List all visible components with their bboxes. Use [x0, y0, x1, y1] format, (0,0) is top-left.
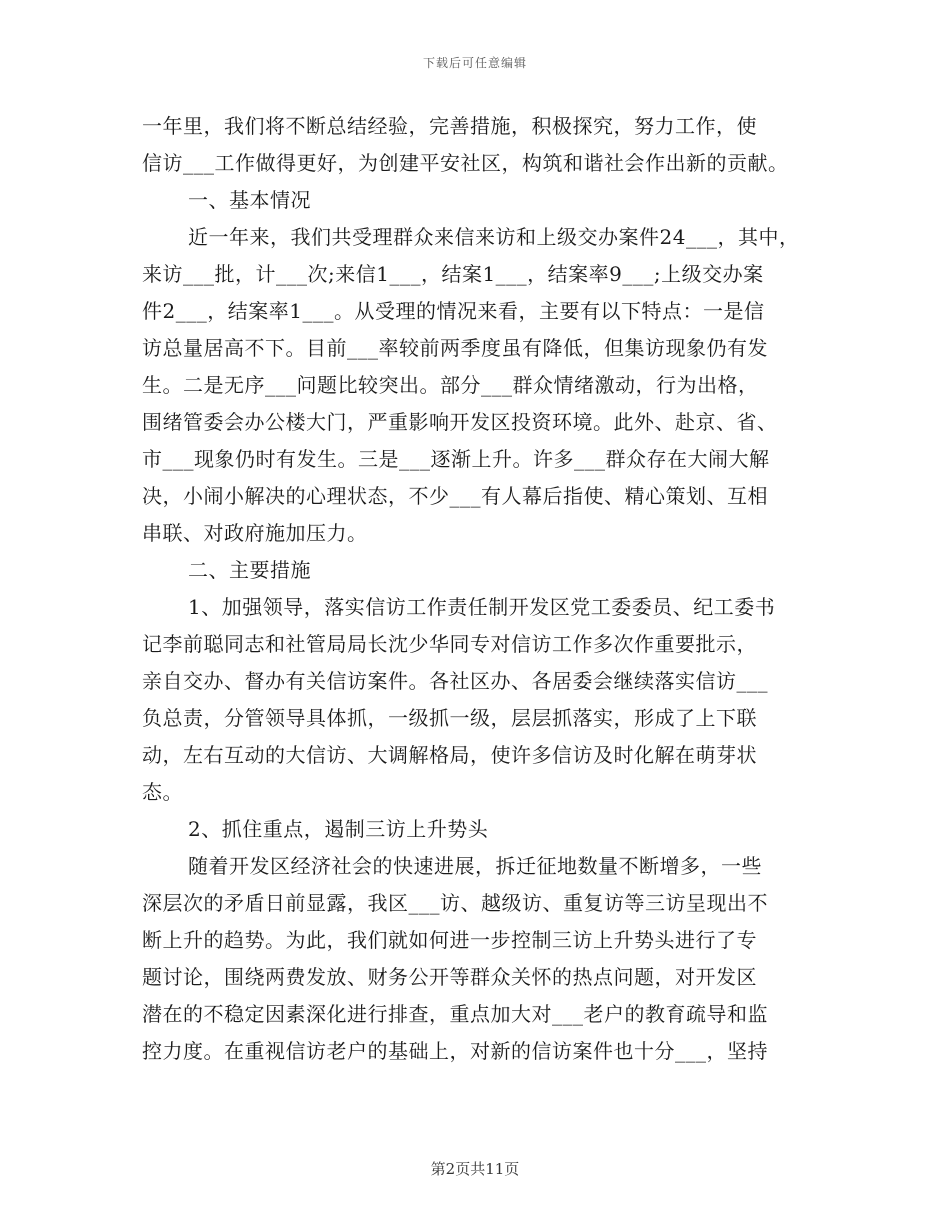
text-line: 题讨论，围绕两费发放、财务公开等群众关怀的热点问题，对开发区	[142, 965, 757, 989]
document-body	[142, 108, 822, 1070]
text-line: 一、基本情况	[188, 188, 311, 212]
text-line: 串联、对政府施加压力。	[142, 521, 368, 545]
text-line: 市___现象仍时有发生。三是___逐渐上升。许多___群众存在大闹大解	[142, 447, 770, 471]
text-line: 近一年来，我们共受理群众来信来访和上级交办案件24___，其中，	[188, 225, 800, 249]
page-header: 下载后可任意编辑	[422, 56, 527, 70]
text-line: 随着开发区经济社会的快速进展，拆迁征地数量不断增多，一些	[188, 854, 762, 878]
text-line: 一年里，我们将不断总结经验，完善措施，积极探究，努力工作，使	[142, 114, 757, 138]
text-line: 记李前聪同志和社管局局长沈少华同专对信访工作多次作重要批示，	[142, 632, 757, 656]
text-line: 控力度。在重视信访老户的基础上，对新的信访案件也十分___，坚持	[142, 1039, 768, 1063]
text-line: 态。	[142, 780, 183, 804]
text-line: 二、主要措施	[188, 558, 311, 582]
text-line: 件2___，结案率1___。从受理的情况来看，主要有以下特点：一是信	[142, 299, 765, 323]
text-line: 2、抓住重点，遏制三访上升势头	[188, 817, 489, 841]
page-footer: 第2页共11页	[430, 1160, 520, 1178]
text-line: 1、加强领导，落实信访工作责任制开发区党工委委员、纪工委书	[188, 595, 776, 619]
text-line: 负总责，分管领导具体抓，一级抓一级，层层抓落实，形成了上下联	[142, 706, 757, 730]
text-line: 信访___工作做得更好，为创建平安社区，构筑和谐社会作出新的贡献。	[142, 151, 789, 175]
text-line: 生。二是无序___问题比较突出。部分___群众情绪激动，行为出格，	[142, 373, 759, 397]
text-line: 深层次的矛盾日前显露，我区___访、越级访、重复访等三访呈现出不	[142, 891, 768, 915]
text-line: 亲自交办、督办有关信访案件。各社区办、各居委会继续落实信访___	[142, 669, 768, 693]
text-line: 动，左右互动的大信访、大调解格局，使许多信访及时化解在萌芽状	[142, 743, 757, 767]
text-line: 断上升的趋势。为此，我们就如何进一步控制三访上升势头进行了专	[142, 928, 757, 952]
text-line: 来访___批，计___次;来信1___，结案1___，结案率9___;上级交办案	[142, 262, 764, 286]
text-line: 决，小闹小解决的心理状态，不少___有人幕后指使、精心策划、互相	[142, 484, 768, 508]
text-line: 访总量居高不下。目前___率较前两季度虽有降低，但集访现象仍有发	[142, 336, 768, 360]
text-line: 围绪管委会办公楼大门，严重影响开发区投资环境。此外、赴京、省、	[142, 410, 778, 434]
text-line: 潜在的不稳定因素深化进行排查，重点加大对___老户的教育疏导和监	[142, 1002, 768, 1026]
